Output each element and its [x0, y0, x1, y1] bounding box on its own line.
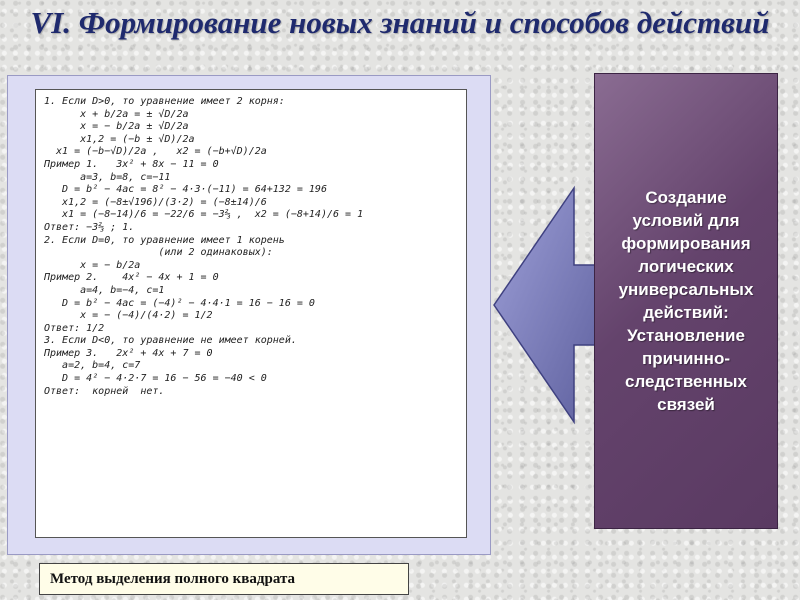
note-line: x = − b/2a [44, 259, 141, 271]
note-line: 3. Если D<0, то уравнение не имеет корней. [44, 335, 297, 347]
note-line: x + b/2a = ± √D/2a [44, 108, 189, 120]
note-line: D = b² − 4ac = 8² − 4·3·(−11) = 64+132 = 196 [44, 184, 327, 196]
note-line: x = − b/2a ± √D/2a [44, 121, 189, 133]
note-line: Ответ: корней нет. [44, 385, 165, 397]
note-line: a=2, b=4, c=7 [44, 360, 141, 372]
document-panel [7, 75, 491, 555]
note-line: Пример 3. 2x² + 4x + 7 = 0 [44, 347, 213, 359]
side-info-box [594, 73, 778, 529]
slide-title: VI. Формирование новых знаний и способов действий [30, 5, 770, 40]
note-line: D = 4² − 4·2·7 = 16 − 56 = −40 < 0 [44, 373, 267, 385]
note-line: D = b² − 4ac = (−4)² − 4·4·1 = 16 − 16 = 0 [44, 297, 315, 309]
note-line: x = − (−4)/(4·2) = 1/2 [44, 310, 213, 322]
note-line: x1 = (−b−√D)/2a , x2 = (−b+√D)/2a [44, 146, 267, 158]
note-line: 1. Если D>0, то уравнение имеет 2 корня: [44, 96, 285, 107]
note-line: Пример 1. 3x² + 8x − 11 = 0 [44, 158, 219, 170]
left-arrow-icon [490, 170, 600, 440]
note-line: Ответ: −3⅔ ; 1. [44, 221, 135, 233]
method-caption: Метод выделения полного квадрата [39, 563, 409, 595]
note-line: (или 2 одинаковых): [44, 247, 273, 259]
note-line: x1,2 = (−b ± √D)/2a [44, 133, 195, 145]
note-line: x1 = (−8−14)/6 = −22/6 = −3⅔ , x2 = (−8+14)/6 = 1 [44, 209, 364, 221]
side-info-text: Создание условий для формирования логических универсальных действий: Установление причинно- следственных связей [618, 188, 754, 414]
note-line: 2. Если D=0, то уравнение имеет 1 корень [44, 234, 285, 246]
note-line: Ответ: 1/2 [44, 322, 105, 334]
note-line: a=3, b=8, c=−11 [44, 171, 171, 183]
note-line: x1,2 = (−8±√196)/(3·2) = (−8±14)/6 [44, 196, 267, 208]
note-line: Пример 2. 4x² − 4x + 1 = 0 [44, 272, 219, 284]
note-line: a=4, b=−4, c=1 [44, 284, 165, 296]
handwritten-notes-image [35, 89, 467, 538]
